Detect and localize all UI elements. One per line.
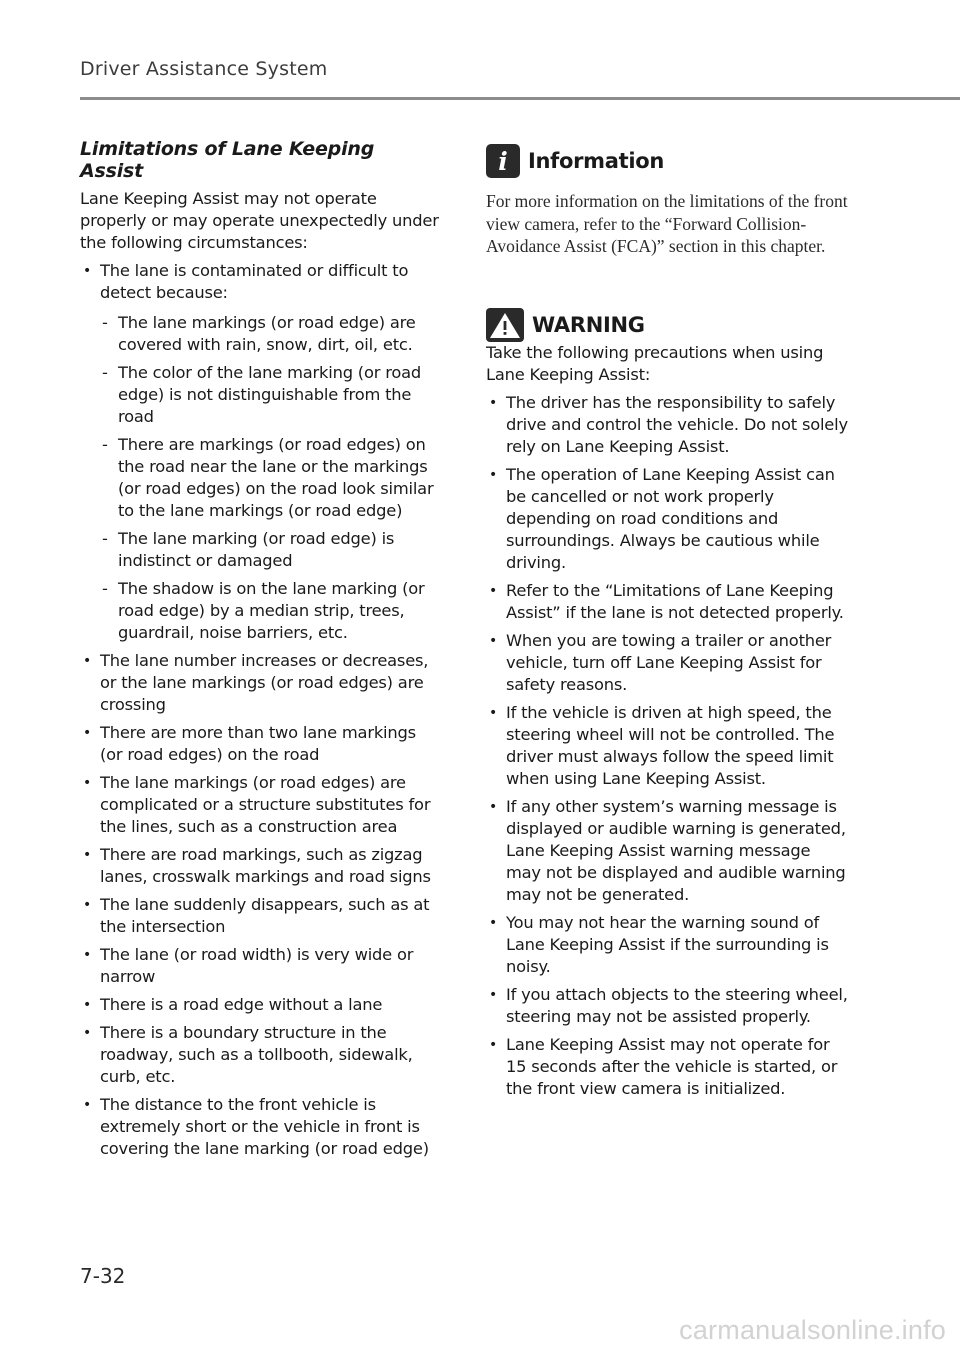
list-item: [80, 1094, 442, 1160]
warning-list: [486, 392, 848, 1100]
bullet-icon: •: [489, 632, 498, 649]
list-item-text: The lane is contaminated or difficult to detect because:: [100, 261, 409, 302]
right-column: [486, 144, 848, 1106]
warning-box: [486, 308, 848, 1100]
list-item-text: The driver has the responsibility to safely drive and control the vehicle. Do not solely rely on Lane Keeping Assist.: [506, 392, 848, 456]
list-item-text: The distance to the front vehicle is extremely short or the vehicle in front is covering the lane marking (or road edge): [100, 1095, 429, 1158]
list-item: [486, 1034, 848, 1100]
information-header: [486, 144, 848, 178]
warning-title: WARNING: [532, 312, 645, 337]
list-item: [486, 984, 848, 1028]
bullet-icon: •: [489, 986, 498, 1003]
bullet-icon: •: [83, 897, 92, 913]
bullet-icon: •: [489, 394, 498, 411]
list-item-text: You may not hear the warning sound of Lane Keeping Assist if the surrounding is noisy.: [506, 912, 829, 976]
sub-list-item: [100, 312, 442, 356]
list-item: [80, 944, 442, 988]
dash-icon: -: [102, 363, 108, 382]
sub-item-text: The lane markings (or road edge) are covered with rain, snow, dirt, oil, etc.: [118, 313, 416, 354]
list-item-text: If the vehicle is driven at high speed, the steering wheel will not be controlled. The driver must always follow the speed limit when using Lane Keeping Assist.: [506, 702, 835, 788]
section-title: Limitations of Lane Keeping Assist: [80, 138, 375, 182]
list-item: [80, 844, 442, 888]
list-item-text: The operation of Lane Keeping Assist can be cancelled or not work properly depending on road conditions and surroundings. Always be cautious while driving.: [506, 464, 835, 572]
list-item: [80, 650, 442, 716]
list-item: [80, 260, 442, 644]
bullet-icon: •: [489, 914, 498, 931]
left-column: [80, 138, 442, 1166]
dash-icon: -: [102, 313, 108, 332]
list-item: [486, 392, 848, 458]
sub-item-text: The lane marking (or road edge) is indistinct or damaged: [118, 529, 395, 570]
list-item: [80, 894, 442, 938]
list-item: [80, 1022, 442, 1088]
sub-item-text: The color of the lane marking (or road edge) is not distinguishable from the road: [118, 363, 421, 426]
list-item-text: Lane Keeping Assist may not operate for 15 seconds after the vehicle is started, or the front view camera is initialized.: [506, 1034, 838, 1098]
bullet-icon: •: [83, 653, 92, 669]
bullet-icon: •: [83, 947, 92, 963]
dash-icon: -: [102, 435, 108, 454]
list-item-text: There is a boundary structure in the roadway, such as a tollbooth, sidewalk, curb, etc.: [100, 1023, 413, 1086]
list-item-text: There are more than two lane markings (or road edges) on the road: [100, 723, 416, 764]
list-item: [80, 994, 442, 1016]
bullet-icon: •: [489, 704, 498, 721]
dash-icon: -: [102, 529, 108, 548]
list-item-text: The lane markings (or road edges) are complicated or a structure substitutes for the lines, such as a construction area: [100, 773, 431, 836]
warning-header: [486, 308, 848, 342]
watermark: carmanualsonline.info: [679, 1315, 946, 1345]
bullet-icon: •: [83, 847, 92, 863]
warning-icon: [486, 308, 524, 342]
list-item-text: If you attach objects to the steering wheel, steering may not be assisted properly.: [506, 984, 848, 1026]
list-item-text: The lane (or road width) is very wide or narrow: [100, 945, 414, 986]
page-number: 7-32: [80, 1264, 126, 1288]
list-item: [486, 630, 848, 696]
warning-intro: Take the following precautions when using Lane Keeping Assist:: [486, 342, 824, 384]
list-item-text: There is a road edge without a lane: [100, 995, 383, 1014]
list-item: [486, 464, 848, 574]
list-item: [80, 772, 442, 838]
list-item-text: If any other system’s warning message is displayed or audible warning is generated, Lane Keeping Assist warning message may not be displayed and audible warning may not be generated.: [506, 796, 846, 904]
dash-icon: -: [102, 579, 108, 598]
bullet-icon: •: [83, 1097, 92, 1113]
information-title: Information: [528, 149, 665, 173]
bullet-icon: •: [489, 798, 498, 815]
list-item: [486, 796, 848, 906]
list-item-text: The lane suddenly disappears, such as at the intersection: [100, 895, 430, 936]
list-item-text: There are road markings, such as zigzag lanes, crosswalk markings and road signs: [100, 845, 431, 886]
bullet-icon: •: [83, 775, 92, 791]
list-item-text: When you are towing a trailer or another vehicle, turn off Lane Keeping Assist for safety reasons.: [506, 630, 832, 694]
section-intro: Lane Keeping Assist may not operate properly or may operate unexpectedly under the following circumstances:: [80, 189, 439, 252]
bullet-icon: •: [489, 466, 498, 483]
bullet-icon: •: [83, 1025, 92, 1041]
bullet-icon: •: [83, 725, 92, 741]
sub-list-item: [100, 434, 442, 522]
limitations-list: [80, 260, 442, 1160]
bullet-icon: •: [83, 263, 92, 279]
list-item: [486, 912, 848, 978]
bullet-icon: •: [489, 582, 498, 599]
information-text: For more information on the limitations of the front view camera, refer to the “Forward Collision-Avoidance Assist (FCA)” section in this chapter.: [486, 191, 848, 256]
list-item: [486, 702, 848, 790]
sub-list-item: [100, 362, 442, 428]
sub-item-text: There are markings (or road edges) on the road near the lane or the markings (or road edges) on the road look similar to the lane markings (or road edge): [118, 435, 434, 520]
running-header: Driver Assistance System: [80, 58, 328, 80]
header-divider: [80, 97, 960, 100]
information-icon: i: [486, 144, 520, 178]
sub-list-item: [100, 528, 442, 572]
sub-list-item: [100, 578, 442, 644]
sub-item-text: The shadow is on the lane marking (or road edge) by a median strip, trees, guardrail, noise barriers, etc.: [118, 579, 425, 642]
sub-list: [100, 312, 442, 644]
list-item: [486, 580, 848, 624]
information-box: [486, 144, 848, 258]
list-item-text: Refer to the “Limitations of Lane Keeping Assist” if the lane is not detected properly.: [506, 580, 844, 622]
list-item-text: The lane number increases or decreases, or the lane markings (or road edges) are crossing: [100, 651, 429, 714]
list-item: [80, 722, 442, 766]
bullet-icon: •: [83, 997, 92, 1013]
bullet-icon: •: [489, 1036, 498, 1053]
